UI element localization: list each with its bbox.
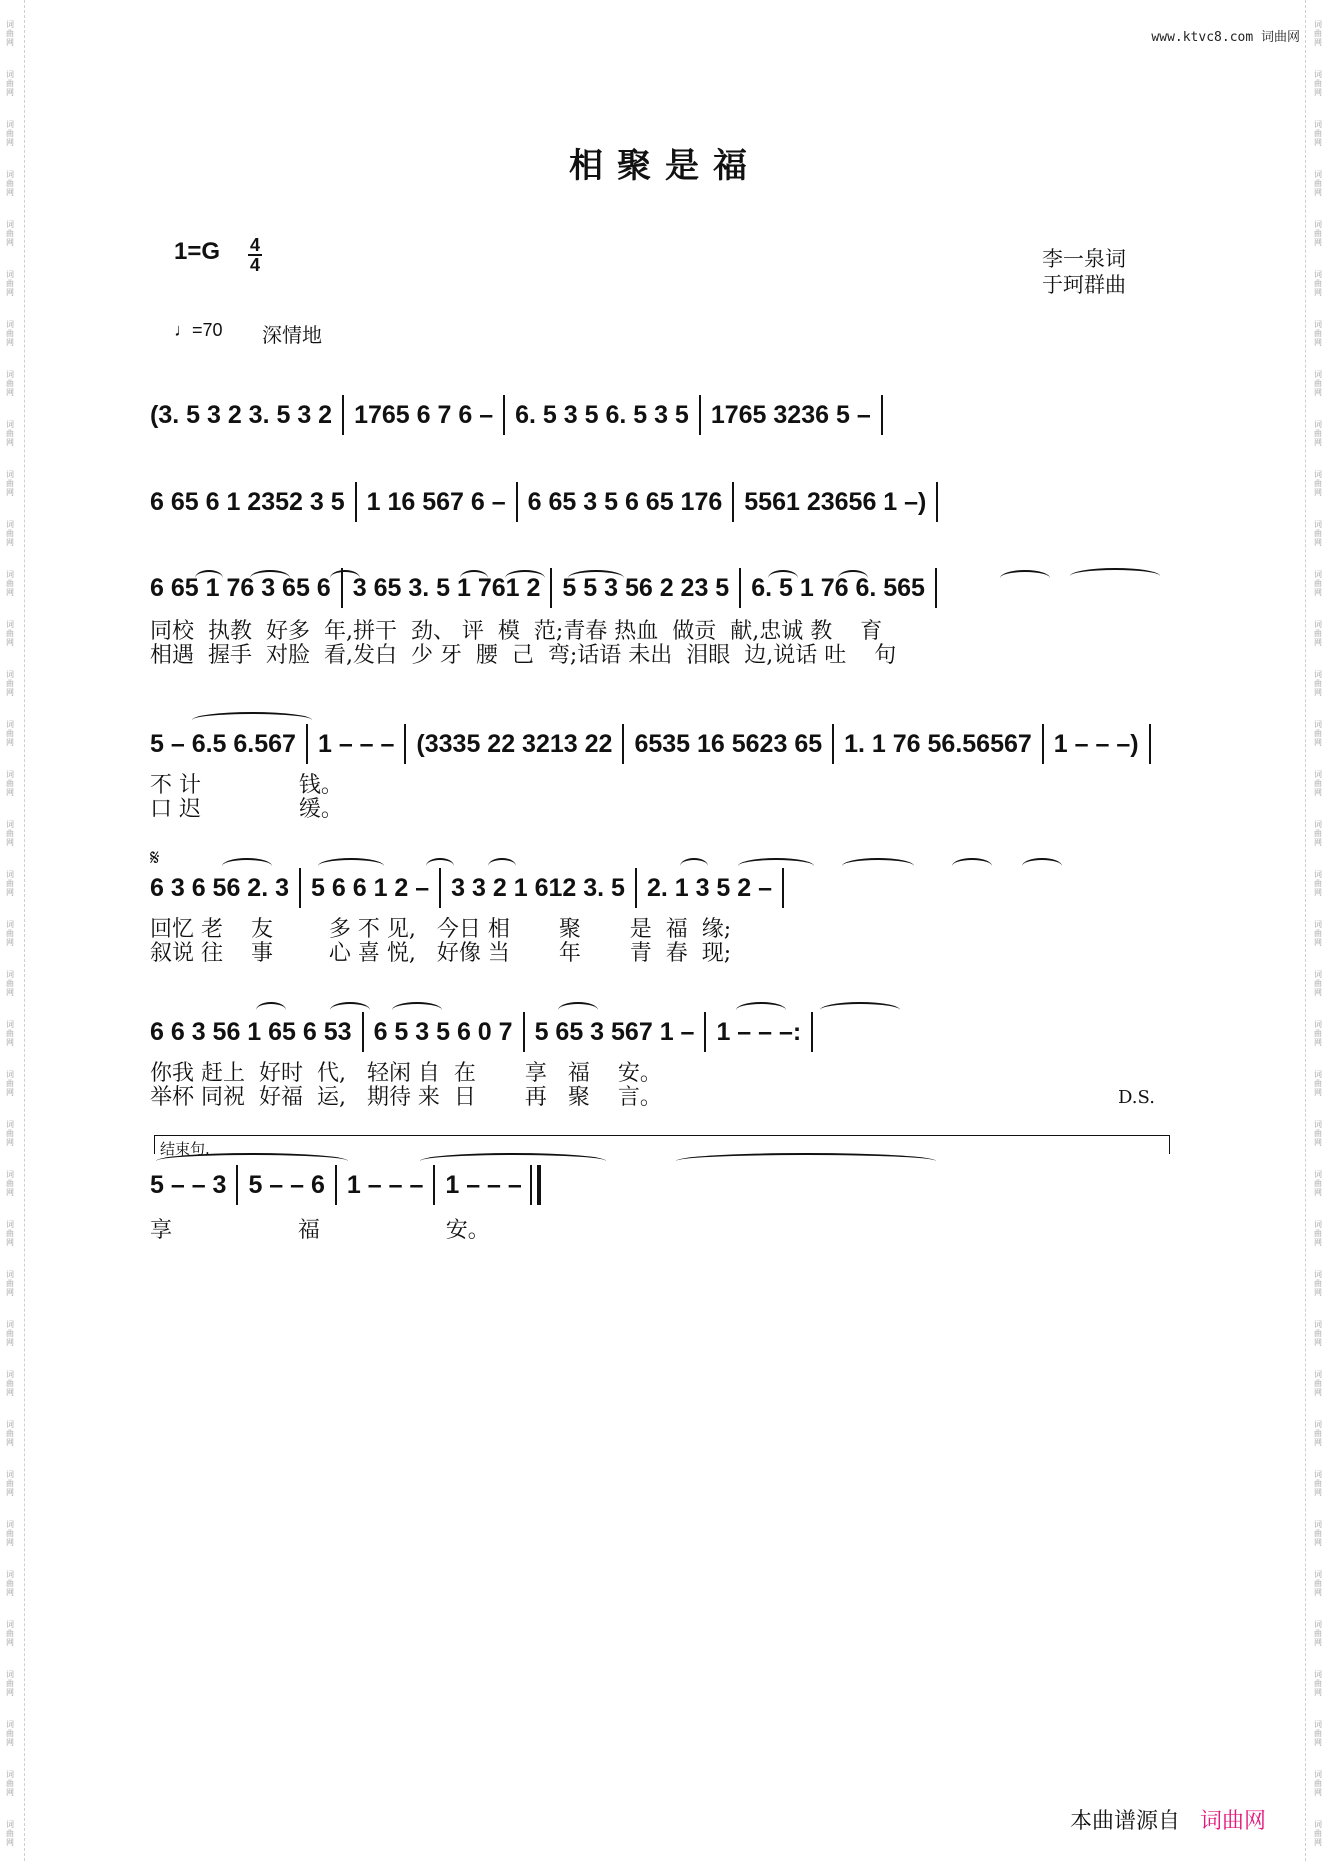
watermark-text: 词曲网 <box>6 670 14 697</box>
left-border-line <box>24 0 25 1861</box>
measure: 5561 23656 1 –) <box>744 487 927 516</box>
slur <box>768 570 798 586</box>
watermark-text: 词曲网 <box>6 970 14 997</box>
slur <box>1022 858 1062 874</box>
watermark-text: 词曲网 <box>6 520 14 547</box>
barline <box>236 1165 238 1205</box>
lyric-verse-1: 你我 赶上 好时 代, 轻闲 自 在 享 福 安。 <box>150 1061 662 1086</box>
lyricist: 李一泉词 <box>1042 247 1126 271</box>
staff-line <box>150 868 1170 908</box>
barline <box>936 482 938 522</box>
slur <box>192 712 312 728</box>
slur <box>256 1002 286 1018</box>
lyric-verse-1: 不 计 钱。 <box>150 773 343 798</box>
tempo-marking: ♩=70 <box>174 320 223 340</box>
barline <box>433 1165 435 1205</box>
measure: 1765 3236 5 – <box>710 400 871 429</box>
slur <box>250 570 290 586</box>
barline <box>335 1165 337 1205</box>
slur <box>330 570 360 586</box>
watermark-text: 词曲网 <box>1314 920 1322 947</box>
time-signature <box>248 236 262 274</box>
measure: 6 3 6 56 2. 3 <box>150 873 290 902</box>
barline <box>699 395 701 435</box>
watermark-text: 词曲网 <box>1314 120 1322 147</box>
watermark-text: 词曲网 <box>6 620 14 647</box>
watermark-text: 词曲网 <box>1314 320 1322 347</box>
slur <box>195 570 223 586</box>
watermark-text: 词曲网 <box>6 1770 14 1797</box>
slur <box>568 570 624 586</box>
measure: 5 – 6.5 6.567 <box>150 729 296 758</box>
watermark-text: 词曲网 <box>1314 970 1322 997</box>
measure: 3 3 2 1 612 3. 5 <box>451 873 625 902</box>
barline <box>1149 724 1151 764</box>
barline <box>404 724 406 764</box>
watermark-text: 词曲网 <box>6 20 14 47</box>
slur <box>330 1002 370 1018</box>
measure: 6 65 6 1 2352 3 5 <box>150 487 345 516</box>
barline <box>516 482 518 522</box>
lyric-verse-2: 叙说 往 事 心 喜 悦, 好像 当 年 青 春 现; <box>150 941 732 966</box>
measure: 5 6 6 1 2 – <box>311 873 430 902</box>
slur <box>156 1153 348 1169</box>
watermark-text: 词曲网 <box>6 720 14 747</box>
measure: (3. 5 3 2 3. 5 3 2 <box>150 400 333 429</box>
staff-line <box>150 1165 1170 1205</box>
system-4 <box>150 724 1170 822</box>
lyric-verse-2: 举杯 同祝 好福 运, 期待 来 日 再 聚 言。 <box>150 1085 662 1110</box>
measure: 1765 6 7 6 – <box>354 400 494 429</box>
measure: 1. 1 76 56.56567 <box>844 729 1032 758</box>
watermark-text: 词曲网 <box>6 1270 14 1297</box>
watermark-text: 词曲网 <box>6 820 14 847</box>
measure: 1 – – – <box>346 1170 424 1199</box>
watermark-text: 词曲网 <box>6 170 14 197</box>
watermark-text: 词曲网 <box>1314 1570 1322 1597</box>
measure: 1 – – – <box>317 729 395 758</box>
watermark-text: 词曲网 <box>1314 170 1322 197</box>
measure: 6. 5 3 5 6. 5 3 5 <box>515 400 689 429</box>
watermark-text: 词曲网 <box>6 370 14 397</box>
system-7 <box>150 1165 1170 1243</box>
measure: 6. 5 1 76 6. 565 <box>751 573 925 602</box>
footer-text: 本曲谱源自 <box>1070 1809 1181 1834</box>
watermark-text: 词曲网 <box>1314 820 1322 847</box>
watermark-text: 词曲网 <box>6 220 14 247</box>
watermark-text: 词曲网 <box>1314 720 1322 747</box>
measure: 2. 1 3 5 2 – <box>646 873 773 902</box>
watermark-text: 词曲网 <box>1314 520 1322 547</box>
barline <box>1042 724 1044 764</box>
watermark-text: 词曲网 <box>1314 1220 1322 1247</box>
system-1 <box>150 395 1170 455</box>
barline <box>530 1165 541 1205</box>
barline <box>881 395 883 435</box>
watermark-text: 词曲网 <box>6 1820 14 1847</box>
slur <box>842 858 914 874</box>
barline <box>342 395 344 435</box>
system-2 <box>150 482 1170 542</box>
slur <box>838 570 868 586</box>
watermark-text: 词曲网 <box>1314 420 1322 447</box>
lyric-verse-1: 回忆 老 友 多 不 见, 今日 相 聚 是 福 缘; <box>150 917 732 942</box>
watermark-text: 词曲网 <box>1314 870 1322 897</box>
measure: 5 – – 3 <box>150 1170 227 1199</box>
lyric-verse-2: 相遇 握手 对脸 看,发白 少 牙 腰 己 弯;话语 未出 泪眼 边,说话 吐 句 <box>150 643 897 668</box>
watermark-text: 词曲网 <box>1314 70 1322 97</box>
watermark-text: 词曲网 <box>1314 1070 1322 1097</box>
ending-label: 结束句. <box>160 1140 210 1158</box>
watermark-text: 词曲网 <box>1314 620 1322 647</box>
measure: 6535 16 5623 65 <box>634 729 823 758</box>
slur <box>676 1153 936 1169</box>
slur <box>488 858 516 874</box>
barline <box>832 724 834 764</box>
staff-line <box>150 1012 1170 1052</box>
watermark-text: 词曲网 <box>6 420 14 447</box>
composer: 于珂群曲 <box>1042 273 1126 297</box>
slur <box>1000 570 1050 586</box>
barline <box>299 868 301 908</box>
barline <box>355 482 357 522</box>
measure: 1 – – –: <box>716 1017 802 1046</box>
watermark-text: 词曲网 <box>6 1170 14 1197</box>
watermark-text: 词曲网 <box>1314 1020 1322 1047</box>
watermark-text: 词曲网 <box>6 320 14 347</box>
meter-top: 4 <box>249 235 260 255</box>
slur <box>505 570 545 586</box>
watermark-text: 词曲网 <box>1314 1720 1322 1747</box>
watermark-text: 词曲网 <box>1314 570 1322 597</box>
measure: 1 – – –) <box>1053 729 1139 758</box>
watermark-text: 词曲网 <box>1314 1520 1322 1547</box>
barline <box>739 568 741 608</box>
watermark-text: 词曲网 <box>6 1020 14 1047</box>
slur <box>738 858 814 874</box>
slur <box>680 858 708 874</box>
watermark-text: 词曲网 <box>6 1620 14 1647</box>
watermark-text: 词曲网 <box>6 270 14 297</box>
barline <box>362 1012 364 1052</box>
watermark-text: 词曲网 <box>6 920 14 947</box>
staff-line <box>150 395 1170 435</box>
watermark-text: 词曲网 <box>1314 1770 1322 1797</box>
score-title: 相聚是福 <box>569 146 761 186</box>
staff-line <box>150 724 1170 764</box>
slur <box>460 570 488 586</box>
watermark-text: 词曲网 <box>1314 1370 1322 1397</box>
lyric-verse-2: 口 迟 缓。 <box>150 797 343 822</box>
barline <box>704 1012 706 1052</box>
barline <box>523 1012 525 1052</box>
watermark-text: 词曲网 <box>6 470 14 497</box>
barline <box>635 868 637 908</box>
measure: 5 65 3 567 1 – <box>534 1017 695 1046</box>
right-watermark-strip <box>1308 0 1330 1861</box>
measure: 1 16 567 6 – <box>366 487 506 516</box>
ending-bracket <box>154 1135 1170 1154</box>
slur <box>392 1002 442 1018</box>
staff-line <box>150 482 1170 522</box>
meter-bottom: 4 <box>249 255 260 275</box>
watermark-text: 词曲网 <box>6 1720 14 1747</box>
measure: (3335 22 3213 22 <box>416 729 613 758</box>
footer-brand-link[interactable]: 词曲网 <box>1200 1809 1267 1834</box>
watermark-text: 词曲网 <box>1314 270 1322 297</box>
slur <box>952 858 992 874</box>
watermark-text: 词曲网 <box>1314 1620 1322 1647</box>
watermark-text: 词曲网 <box>1314 1820 1322 1847</box>
barline <box>732 482 734 522</box>
expression-marking: 深情地 <box>262 325 322 347</box>
measure: 6 6 3 56 1 65 6 53 <box>150 1017 352 1046</box>
watermark-text: 词曲网 <box>6 1320 14 1347</box>
segno-sign: 𝄋 <box>150 846 160 871</box>
watermark-text: 词曲网 <box>1314 1420 1322 1447</box>
watermark-text: 词曲网 <box>1314 370 1322 397</box>
source-url[interactable]: www.ktvc8.com 词曲网 <box>1151 30 1300 45</box>
watermark-text: 词曲网 <box>1314 1170 1322 1197</box>
slur <box>426 858 454 874</box>
lyric-verse-1: 享 福 安。 <box>150 1218 490 1243</box>
watermark-text: 词曲网 <box>6 570 14 597</box>
barline <box>782 868 784 908</box>
slur <box>736 1002 786 1018</box>
measure: 1 – – – <box>445 1170 522 1199</box>
watermark-text: 词曲网 <box>1314 770 1322 797</box>
watermark-text: 词曲网 <box>6 1070 14 1097</box>
watermark-text: 词曲网 <box>6 70 14 97</box>
watermark-text: 词曲网 <box>1314 20 1322 47</box>
credits <box>1042 246 1126 298</box>
slur <box>318 858 384 874</box>
watermark-text: 词曲网 <box>1314 470 1322 497</box>
measure: 5 5 3 56 2 23 5 <box>562 573 730 602</box>
watermark-text: 词曲网 <box>6 1120 14 1147</box>
watermark-text: 词曲网 <box>6 1370 14 1397</box>
barline <box>306 724 308 764</box>
dal-segno-marking: D.S. <box>1118 1087 1155 1108</box>
watermark-text: 词曲网 <box>6 1570 14 1597</box>
system-5 <box>150 868 1170 966</box>
measure: 6 65 1 76 3 65 6 <box>150 573 331 602</box>
watermark-text: 词曲网 <box>6 1220 14 1247</box>
watermark-text: 词曲网 <box>6 770 14 797</box>
measure: 6 65 3 5 6 65 176 <box>527 487 723 516</box>
watermark-text: 词曲网 <box>1314 1670 1322 1697</box>
barline <box>439 868 441 908</box>
watermark-text: 词曲网 <box>6 1670 14 1697</box>
measure: 6 5 3 5 6 0 7 <box>373 1017 513 1046</box>
watermark-text: 词曲网 <box>6 120 14 147</box>
slur <box>820 1002 900 1018</box>
left-watermark-strip <box>0 0 22 1861</box>
watermark-text: 词曲网 <box>6 1520 14 1547</box>
measure: 3 65 3. 5 1 761 2 <box>352 573 541 602</box>
barline <box>550 568 552 608</box>
barline <box>622 724 624 764</box>
watermark-text: 词曲网 <box>6 870 14 897</box>
key-signature: 1=G <box>174 238 221 265</box>
barline <box>503 395 505 435</box>
barline <box>811 1012 813 1052</box>
watermark-text: 词曲网 <box>1314 1120 1322 1147</box>
watermark-text: 词曲网 <box>6 1470 14 1497</box>
slur <box>420 1153 606 1169</box>
measure: 5 – – 6 <box>248 1170 325 1199</box>
lyric-verse-1: 同校 执教 好多 年,拼干 劲、 评 模 范;青春 热血 做贡 献,忠诚 教 育 <box>150 619 883 644</box>
watermark-text: 词曲网 <box>1314 670 1322 697</box>
watermark-text: 词曲网 <box>1314 1270 1322 1297</box>
slur <box>222 858 272 874</box>
watermark-text: 词曲网 <box>1314 1320 1322 1347</box>
slur <box>1070 568 1160 584</box>
right-border-line <box>1305 0 1306 1861</box>
watermark-text: 词曲网 <box>1314 220 1322 247</box>
footer <box>1070 1804 1266 1835</box>
barline <box>935 568 937 608</box>
watermark-text: 词曲网 <box>1314 1470 1322 1497</box>
watermark-text: 词曲网 <box>6 1420 14 1447</box>
slur <box>558 1002 598 1018</box>
